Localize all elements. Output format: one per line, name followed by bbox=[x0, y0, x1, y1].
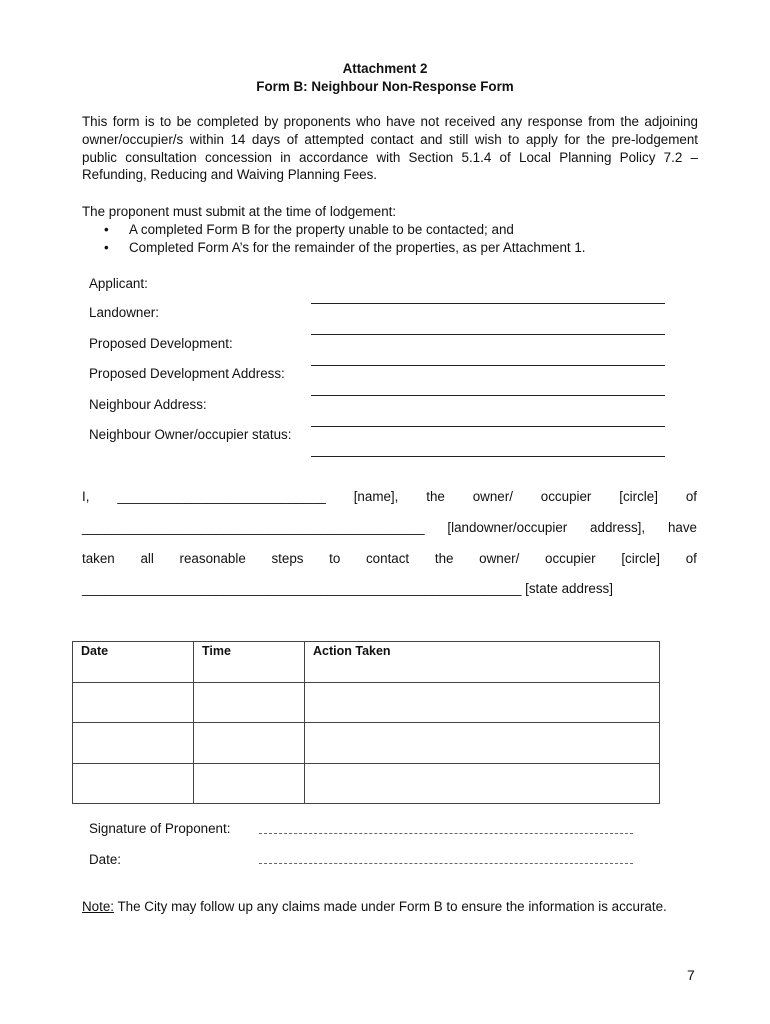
note-label: Note: bbox=[82, 899, 115, 914]
neighbour-address-label: Neighbour Address: bbox=[89, 397, 207, 412]
neighbour-address-field[interactable] bbox=[311, 426, 665, 427]
intro-line: This form is to be completed by proponents who have not received any response from the adjoining bbox=[82, 114, 698, 129]
declaration-word: taken bbox=[82, 551, 115, 566]
submission-lead: The proponent must submit at the time of lodgement: bbox=[82, 204, 397, 219]
table-row bbox=[73, 723, 660, 764]
signature-field[interactable] bbox=[259, 833, 633, 834]
attachment-heading: Attachment 2 bbox=[342, 61, 428, 76]
neighbour-status-label: Neighbour Owner/occupier status: bbox=[89, 427, 292, 442]
landowner-label: Landowner: bbox=[89, 305, 159, 320]
address-blank[interactable]: ______________________________________________ bbox=[82, 520, 425, 535]
intro-line: public consultation concession in accordance with Section 5.1.4 of Local Planning Policy 7.2 – bbox=[82, 149, 698, 165]
declaration-word: [circle] bbox=[621, 551, 661, 566]
form-title: Form B: Neighbour Non-Response Form bbox=[256, 79, 514, 94]
date-label: Date: bbox=[89, 852, 122, 867]
list-item: • A completed Form B for the property unable to be contacted; and bbox=[82, 221, 698, 239]
declaration-word: [name], bbox=[353, 489, 399, 504]
table-row bbox=[73, 683, 660, 723]
submission-list bbox=[82, 221, 698, 257]
declaration-word: of bbox=[685, 551, 697, 566]
note bbox=[82, 899, 667, 914]
column-header-time: Time bbox=[194, 642, 305, 683]
neighbour-status-field[interactable] bbox=[311, 456, 665, 457]
declaration-word: I, bbox=[82, 489, 90, 504]
declaration-word: [state address] bbox=[525, 581, 613, 596]
applicant-field[interactable] bbox=[311, 303, 665, 304]
declaration-word: occupier bbox=[540, 489, 592, 504]
action-taken-cell[interactable] bbox=[305, 764, 660, 804]
signature-label: Signature of Proponent: bbox=[89, 821, 231, 836]
proposed-development-label: Proposed Development: bbox=[89, 336, 233, 351]
time-cell[interactable] bbox=[194, 683, 305, 723]
declaration-word: the bbox=[434, 551, 454, 566]
declaration-line-3 bbox=[82, 550, 697, 567]
declaration-word: contact bbox=[365, 551, 410, 566]
intro-line: Refunding, Reducing and Waiving Planning Fees. bbox=[82, 167, 378, 183]
declaration-word: owner/ bbox=[472, 489, 513, 504]
date-cell[interactable] bbox=[73, 683, 194, 723]
declaration-word: [circle] bbox=[619, 489, 658, 504]
table-row bbox=[73, 764, 660, 804]
intro-paragraph bbox=[82, 113, 698, 184]
page-number: 7 bbox=[687, 967, 695, 983]
date-cell[interactable] bbox=[73, 723, 194, 764]
declaration-word: reasonable bbox=[179, 551, 246, 566]
declaration-line-1 bbox=[82, 488, 697, 505]
state-address-blank[interactable]: ___________________________________________________________ bbox=[82, 581, 522, 596]
declaration-line-2 bbox=[82, 519, 697, 536]
applicant-label: Applicant: bbox=[89, 276, 148, 291]
table-header-row bbox=[73, 642, 660, 683]
landowner-field[interactable] bbox=[311, 334, 665, 335]
action-taken-cell[interactable] bbox=[305, 723, 660, 764]
declaration-word: all bbox=[140, 551, 154, 566]
declaration-line-4 bbox=[82, 580, 613, 597]
declaration-word: address], bbox=[590, 520, 646, 535]
intro-line: owner/occupier/s within 14 days of attempted contact and still wish to apply for the pre-lodgement bbox=[82, 131, 698, 147]
time-cell[interactable] bbox=[194, 723, 305, 764]
column-header-date: Date bbox=[73, 642, 194, 683]
date-field[interactable] bbox=[259, 863, 633, 864]
declaration-word: the bbox=[426, 489, 445, 504]
proposed-development-address-field[interactable] bbox=[311, 395, 665, 396]
date-cell[interactable] bbox=[73, 764, 194, 804]
declaration-word: have bbox=[667, 520, 697, 535]
proposed-development-address-label: Proposed Development Address: bbox=[89, 366, 285, 381]
action-taken-cell[interactable] bbox=[305, 683, 660, 723]
name-blank[interactable]: ____________________________ bbox=[117, 489, 326, 504]
declaration-word: [landowner/occupier bbox=[447, 520, 568, 535]
declaration-word: owner/ bbox=[479, 551, 520, 566]
note-text: The City may follow up any claims made under Form B to ensure the information is accurate. bbox=[114, 899, 667, 914]
contact-attempts-table bbox=[72, 641, 660, 804]
declaration-word: of bbox=[685, 489, 697, 504]
declaration-word: steps bbox=[271, 551, 304, 566]
time-cell[interactable] bbox=[194, 764, 305, 804]
declaration-word: to bbox=[329, 551, 341, 566]
column-header-action-taken: Action Taken bbox=[305, 642, 660, 683]
proposed-development-field[interactable] bbox=[311, 365, 665, 366]
list-item: • Completed Form A’s for the remainder of the properties, as per Attachment 1. bbox=[82, 239, 698, 257]
declaration-word: occupier bbox=[545, 551, 596, 566]
